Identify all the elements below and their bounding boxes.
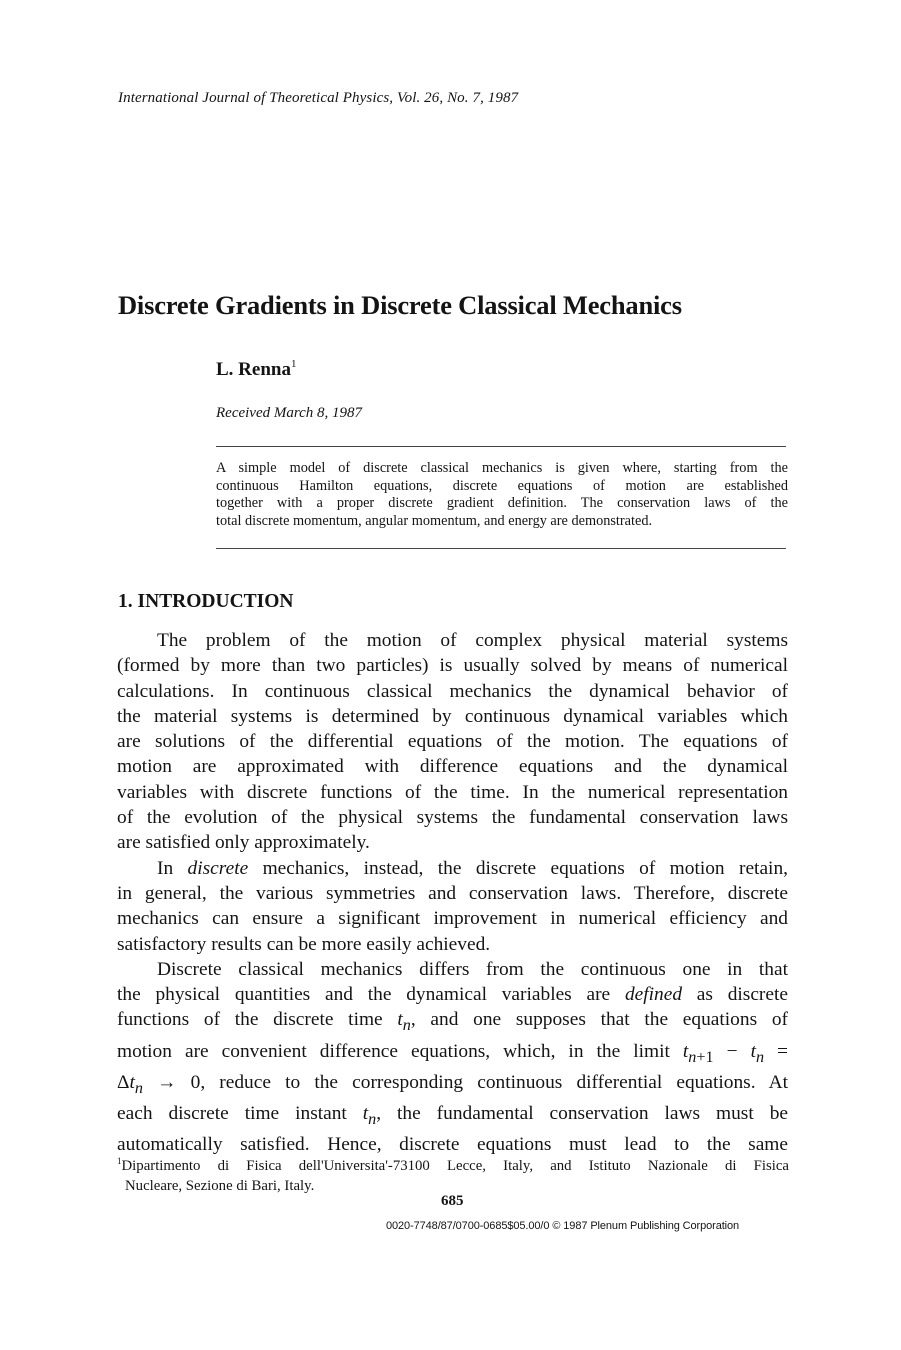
abstract-line: continuous Hamilton equations, discrete equations of motion are established	[216, 477, 788, 494]
body-line: The problem of the motion of complex physical material systems	[157, 630, 788, 651]
body-line: satisfactory results can be more easily achieved.	[117, 933, 491, 955]
abstract	[216, 460, 788, 530]
abstract-line: A simple model of discrete classical mechanics is given where, starting from the	[216, 460, 788, 476]
body-line: functions of the discrete time $t_n$, and one supposes that the equations of	[117, 1009, 788, 1035]
abstract-bottom-rule	[216, 548, 786, 549]
page-number: 685	[441, 1193, 464, 1209]
body-line: in general, the various symmetries and conservation laws. Therefore, discrete	[117, 882, 788, 904]
abstract-line: total discrete momentum, angular momentum, and energy are demonstrated.	[216, 512, 653, 529]
body-line: $\Delta t_n \to 0$, reduce to the corresponding continuous differential equations. At	[117, 1071, 788, 1097]
math-limit-expression: $t_{n+1} - t_n$ =	[682, 1040, 788, 1066]
body-line: calculations. In continuous classical mechanics the dynamical behavior of	[117, 680, 788, 702]
section-heading: 1. INTRODUCTION	[118, 591, 294, 612]
body-line: of the evolution of the physical systems the fundamental conservation laws	[117, 807, 788, 829]
math-t-n: $t_n$	[362, 1102, 377, 1128]
emphasis-defined: defined	[624, 984, 683, 1006]
body-line: variables with discrete functions of the time. In the numerical representation	[117, 781, 788, 803]
emphasis-discrete: discrete	[187, 857, 249, 879]
footnote	[117, 1151, 789, 1196]
body-line: motion are convenient difference equations, which, in the limit $t_{n+1} - t_n$ =	[117, 1040, 788, 1066]
body-line: the physical quantities and the dynamical variables are defined as discrete	[117, 984, 788, 1006]
body-line: (formed by more than two particles) is usually solved by means of numerical	[117, 655, 788, 677]
body-line: Discrete classical mechanics differs from the continuous one in that	[157, 958, 788, 980]
body-line: mechanics can ensure a significant improvement in numerical efficiency and	[117, 908, 788, 930]
body-line: are satisfied only approximately.	[117, 832, 370, 854]
footnote-line: $^1$Dipartimento di Fisica dell'Universita'-73100 Lecce, Italy, and Istituto Nazionale di Fisica	[117, 1156, 789, 1174]
journal-header: International Journal of Theoretical Physics, Vol. 26, No. 7, 1987	[118, 90, 519, 106]
footnote-line: Nucleare, Sezione di Bari, Italy.	[125, 1178, 315, 1194]
abstract-top-rule	[216, 446, 786, 447]
math-t-n: $t_n$	[397, 1009, 411, 1035]
received-date: Received March 8, 1987	[216, 405, 363, 421]
footnote-marker: 1	[117, 1156, 122, 1166]
copyright-line: 0020-7748/87/0700-0685$05.00/0 © 1987 Plenum Publishing Corporation	[386, 1220, 740, 1232]
body-line: automatically satisfied. Hence, discrete equations must lead to the same	[117, 1134, 788, 1156]
body-line: In discrete mechanics, instead, the discrete equations of motion retain,	[157, 857, 788, 879]
abstract-line: together with a proper discrete gradient definition. The conservation laws of the	[216, 495, 788, 511]
author	[216, 358, 296, 381]
body-line: the material systems is determined by continuous dynamical variables which	[117, 705, 788, 727]
body-text	[117, 628, 788, 1157]
math-t-n: $t_n$	[129, 1071, 143, 1097]
body-line: are solutions of the differential equations of the motion. The equations of	[117, 731, 788, 753]
author-name: L. Renna	[216, 359, 291, 380]
paper-title: Discrete Gradients in Discrete Classical Mechanics	[118, 290, 682, 320]
body-line: each discrete time instant $t_n$, the fundamental conservation laws must be	[117, 1102, 788, 1128]
author-footnote-marker: 1	[290, 358, 297, 370]
body-line: motion are approximated with difference equations and the dynamical	[117, 756, 788, 778]
